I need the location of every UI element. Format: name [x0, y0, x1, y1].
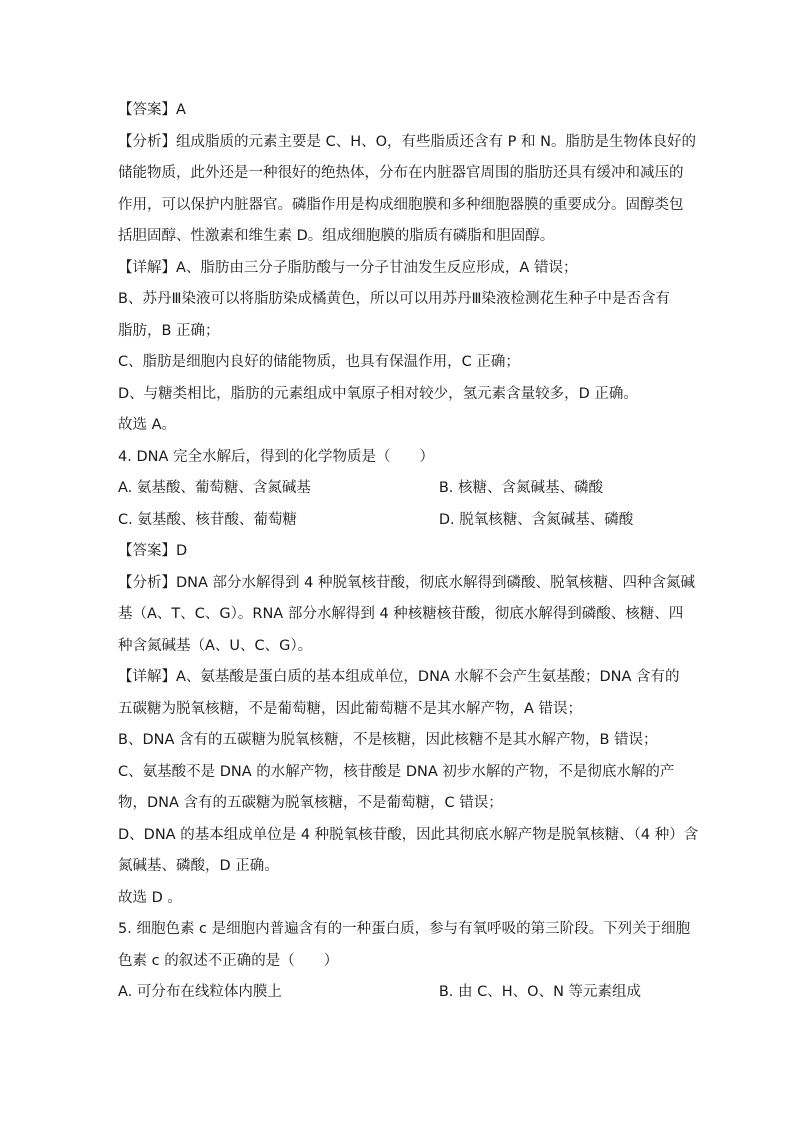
detail-text: B、DNA 含有的五碳糖为脱氧核糖，不是核糖，因此核糖不是其水解产物，B 错误；	[118, 732, 658, 748]
option-c: C. 氨基酸、核苷酸、葡萄糖	[118, 511, 297, 528]
question-4-stem: 4. DNA 完全水解后，得到的化学物质是（ ）	[118, 448, 434, 465]
detail-text: 物，DNA 含有的五碳糖为脱氧核糖，不是葡萄糖，C 错误；	[118, 795, 503, 811]
question-4-options-row	[118, 505, 678, 537]
detail-text: C、脂肪是细胞内良好的储能物质，也具有保温作用，C 正确；	[118, 354, 520, 370]
detail-text: 【详解】A、脂肪由三分子脂肪酸与一分子甘油发生反应形成，A 错误；	[118, 259, 578, 276]
analysis-text: 种含氮碱基（A、U、C、G）。	[118, 637, 313, 654]
detail-text: 【详解】A、氨基酸是蛋白质的基本组成单位，DNA 水解不会产生氨基酸；DNA 含有的	[118, 669, 680, 685]
detail-text: 脂肪，B 正确；	[118, 322, 220, 339]
question-5-options-row	[118, 977, 678, 1009]
analysis-text: 括胆固醇、性激素和维生素 D。组成细胞膜的脂质有磷脂和胆固醇。	[118, 228, 555, 244]
analysis-text: 【分析】组成脂质的元素主要是 C、H、O，有些脂质还含有 P 和 N。脂肪是生物体良好的	[118, 133, 696, 150]
answer-label: 【答案】A	[118, 102, 186, 118]
option-a: A. 氨基酸、葡萄糖、含氮碱基	[118, 480, 311, 496]
detail-text: C、氨基酸不是 DNA 的水解产物，核苷酸是 DNA 初步水解的产物，不是彻底水解的产	[118, 763, 675, 780]
answer-label: 【答案】D	[118, 543, 188, 559]
option-d: D. 脱氧核糖、含氮碱基、磷酸	[438, 511, 634, 528]
detail-text: B、苏丹Ⅲ染液可以将脂肪染成橘黄色，所以可以用苏丹Ⅲ染液检测花生种子中是否含有	[118, 291, 670, 307]
analysis-text: 储能物质，此外还是一种很好的绝热体，分布在内脏器官周围的脂肪还具有缓冲和减压的	[118, 165, 684, 181]
detail-text: D、DNA 的基本组成单位是 4 种脱氧核苷酸，因此其彻底水解产物是脱氧核糖、（4 种）含	[118, 826, 699, 843]
question-5-stem: 色素 c 的叙述不正确的是（ ）	[118, 952, 339, 969]
question-4-options-row	[118, 473, 678, 505]
option-b: B. 核糖、含氮碱基、磷酸	[438, 480, 604, 496]
document-page	[118, 95, 699, 1009]
option-a: A. 可分布在线粒体内膜上	[118, 984, 282, 1000]
analysis-text: 【分析】DNA 部分水解得到 4 种脱氧核苷酸，彻底水解得到磷酸、脱氧核糖、四种含氮碱	[118, 574, 695, 591]
detail-text: 氮碱基、磷酸，D 正确。	[118, 858, 279, 874]
option-b: B. 由 C、H、O、N 等元素组成	[438, 984, 642, 1000]
detail-text: D、与糖类相比，脂肪的元素组成中氧原子相对较少，氢元素含量较多，D 正确。	[118, 385, 638, 402]
analysis-text: 作用，可以保护内脏器官。磷脂作用是构成细胞膜和多种细胞器膜的重要成分。固醇类包	[118, 196, 684, 213]
question-5-stem: 5. 细胞色素 c 是细胞内普遍含有的一种蛋白质，参与有氧呼吸的第三阶段。下列关于细胞	[118, 921, 691, 937]
conclusion-text: 故选 A。	[118, 417, 177, 433]
analysis-text: 基（A、T、C、G）。RNA 部分水解得到 4 种核糖核苷酸，彻底水解得到磷酸、核糖、四	[118, 606, 684, 622]
conclusion-text: 故选 D 。	[118, 889, 182, 906]
detail-text: 五碳糖为脱氧核糖，不是葡萄糖，因此葡萄糖不是其水解产物，A 错误；	[118, 700, 583, 717]
